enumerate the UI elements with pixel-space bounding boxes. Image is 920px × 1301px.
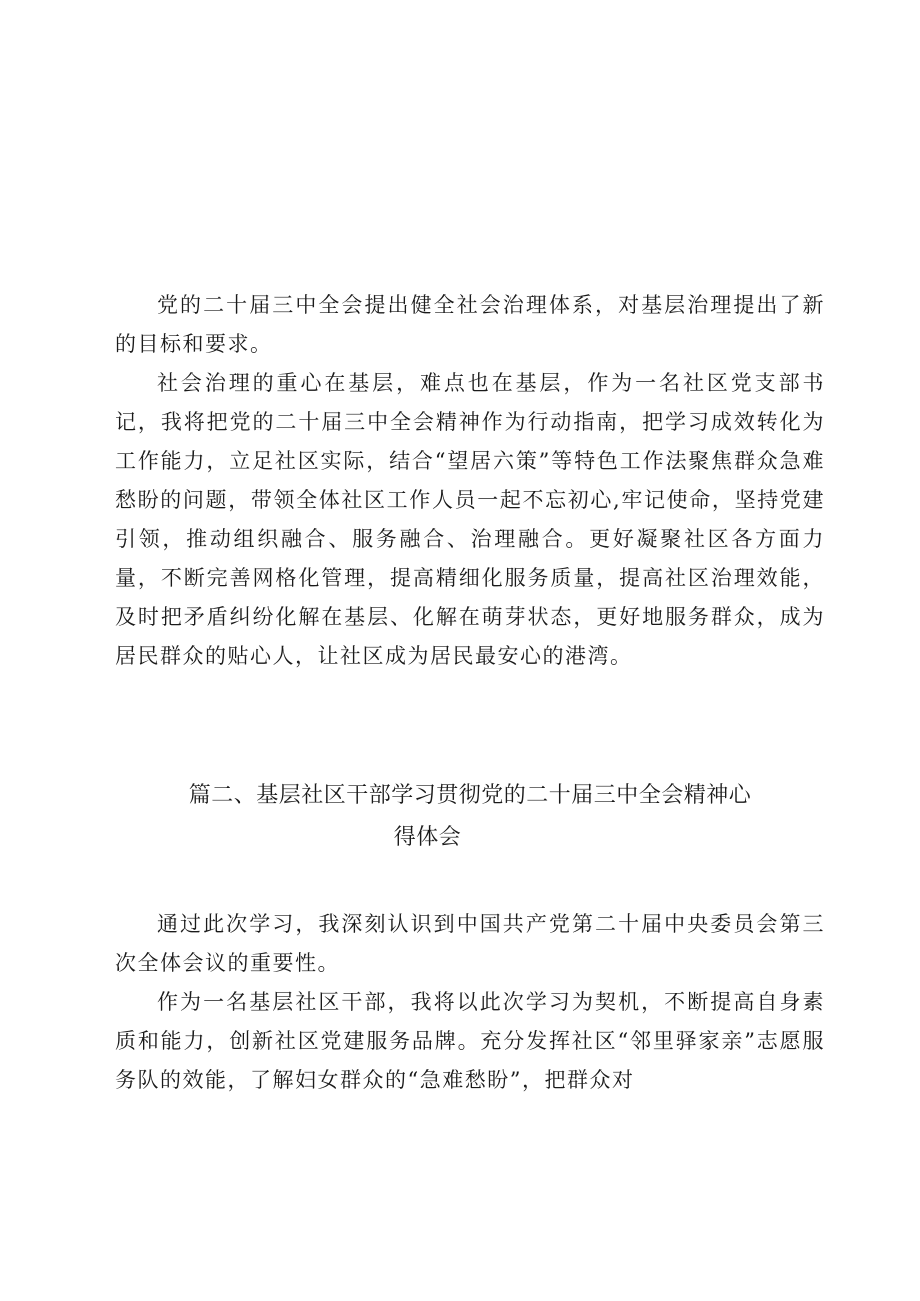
paragraph: 社会治理的重心在基层，难点也在基层，作为一名社区党支部书记，我将把党的二十届三中全会精神作为行动指南，把学习成效转化为工作能力，立足社区实际，结合“望居六策”等特色工作法聚焦群众急难愁盼的问题，带领全体社区工作人员一起不忘初心,牢记使命，坚持党建引领，推动组织融合、服务融合、治理融合。更好凝聚社区各方面力量，不断完善网格化管理，提高精细化服务质量，提高社区治理效能，及时把矛盾纠纷化解在基层、化解在萌芽状态，更好地服务群众，成为居民群众的贴心人，让社区成为居民最安心的港湾。	[115, 371, 825, 668]
heading-line-1: 篇二、基层社区干部学习贯彻党的二十届三中全会精神心	[188, 783, 752, 808]
section-heading	[115, 775, 825, 859]
section-two	[115, 905, 825, 1100]
paragraph: 作为一名基层社区干部，我将以此次学习为契机，不断提高自身素质和能力，创新社区党建服务品牌。充分发挥社区“邻里驿家亲”志愿服务队的效能，了解妇女群众的“急难愁盼”，把群众对	[115, 990, 825, 1092]
paragraph: 通过此次学习，我深刻认识到中国共产党第二十届中央委员会第三次全体会议的重要性。	[115, 912, 825, 975]
heading-line-2: 得体会	[393, 825, 462, 850]
paragraph: 党的二十届三中全会提出健全社会治理体系，对基层治理提出了新的目标和要求。	[115, 293, 825, 356]
section-one	[115, 286, 825, 676]
